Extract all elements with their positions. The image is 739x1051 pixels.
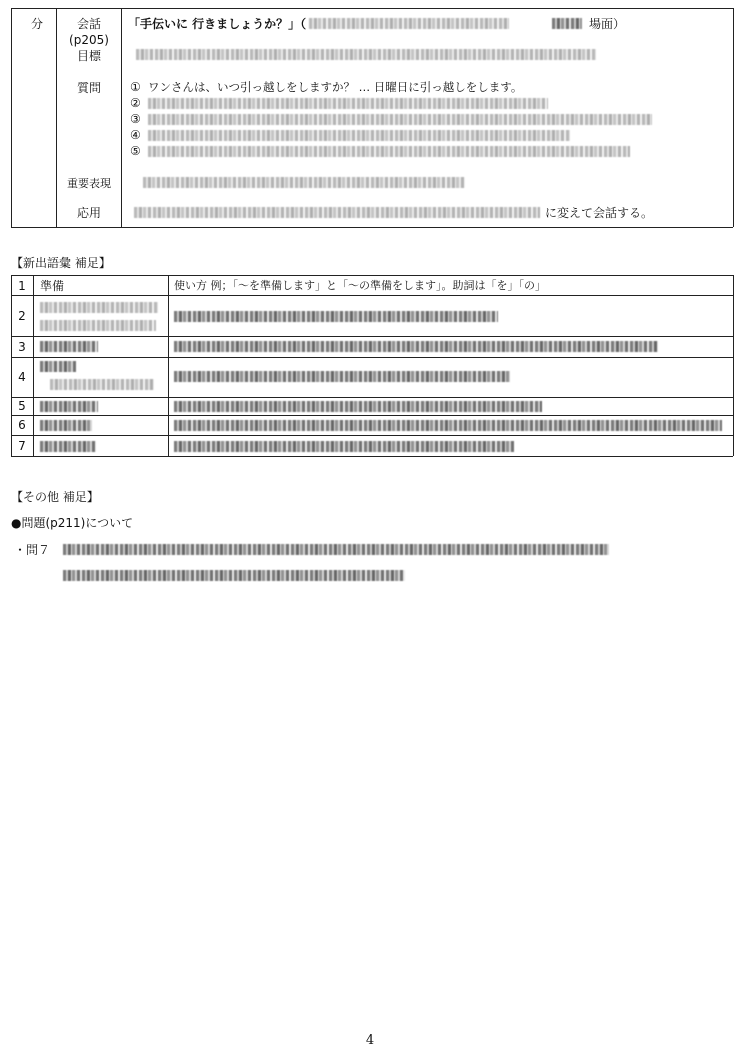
redacted-question <box>148 114 652 125</box>
redacted-text <box>552 18 582 29</box>
goal-label: 目標 <box>76 49 101 63</box>
kaiwa-label: 会話 <box>76 17 101 31</box>
question-number: ③ <box>130 112 141 126</box>
redacted-goal <box>136 49 596 60</box>
redacted-vocab-word <box>50 379 154 390</box>
questions-label: 質問 <box>76 81 101 95</box>
key-expression-label: 重要表現 <box>67 177 111 190</box>
application-text-end: に変えて会話する。 <box>545 206 654 220</box>
redacted-application <box>134 207 540 218</box>
redacted-key-expression <box>143 177 465 188</box>
redacted-vocab-usage <box>174 371 510 382</box>
dialogue-title: 「手伝いに 行きましょうか？」（ <box>128 17 307 31</box>
question-number: ② <box>130 96 141 110</box>
vocab-row-number: 6 <box>18 418 26 432</box>
minutes-label: 分 <box>31 17 44 31</box>
vocab-row-number: 1 <box>18 279 26 293</box>
redacted-vocab-usage <box>174 311 498 322</box>
redacted-question <box>148 146 630 157</box>
redacted-vocab-word <box>40 361 76 372</box>
redacted-text <box>309 18 509 29</box>
page-ref-label: (p205) <box>69 33 109 47</box>
redacted-vocab-usage <box>174 341 658 352</box>
application-label: 応用 <box>76 206 101 220</box>
question-number: ① <box>130 80 141 94</box>
vocab-row-number: 4 <box>18 370 26 384</box>
vocab-row-number: 2 <box>18 309 26 323</box>
redacted-vocab-word <box>40 341 98 352</box>
redacted-note <box>63 544 609 555</box>
redacted-vocab-word <box>40 420 92 431</box>
other-heading: 【その他 補足】 <box>11 490 99 504</box>
redacted-vocab-usage <box>174 441 514 452</box>
problem-item-label: ・問７ <box>14 543 51 557</box>
page-number: 4 <box>365 1033 375 1048</box>
vocab-usage: 使い方 例；「～を準備します」と「～の準備をします」。助詞は「を」「の」 <box>174 279 546 292</box>
question-number: ④ <box>130 128 141 142</box>
redacted-vocab-usage <box>174 420 722 431</box>
vocab-heading: 【新出語彙 補足】 <box>11 256 111 270</box>
vocab-word: 準備 <box>40 279 65 293</box>
dialogue-title-end: 場面） <box>589 17 626 31</box>
vocab-row-number: 5 <box>18 399 26 413</box>
redacted-vocab-word <box>40 401 98 412</box>
vocab-row-number: 3 <box>18 340 26 354</box>
redacted-note <box>63 570 405 581</box>
redacted-vocab-word <box>40 441 96 452</box>
redacted-vocab-usage <box>174 401 542 412</box>
redacted-question <box>148 130 570 141</box>
redacted-vocab-word <box>40 302 158 313</box>
vocab-row-number: 7 <box>18 439 26 453</box>
redacted-vocab-word <box>40 320 156 331</box>
problem-bullet: ●問題(p211)について <box>11 516 134 530</box>
question-number: ⑤ <box>130 144 141 158</box>
question-text: ワンさんは、いつ引っ越しをしますか？ … 日曜日に引っ越しをします。 <box>148 80 523 94</box>
redacted-question <box>148 98 548 109</box>
